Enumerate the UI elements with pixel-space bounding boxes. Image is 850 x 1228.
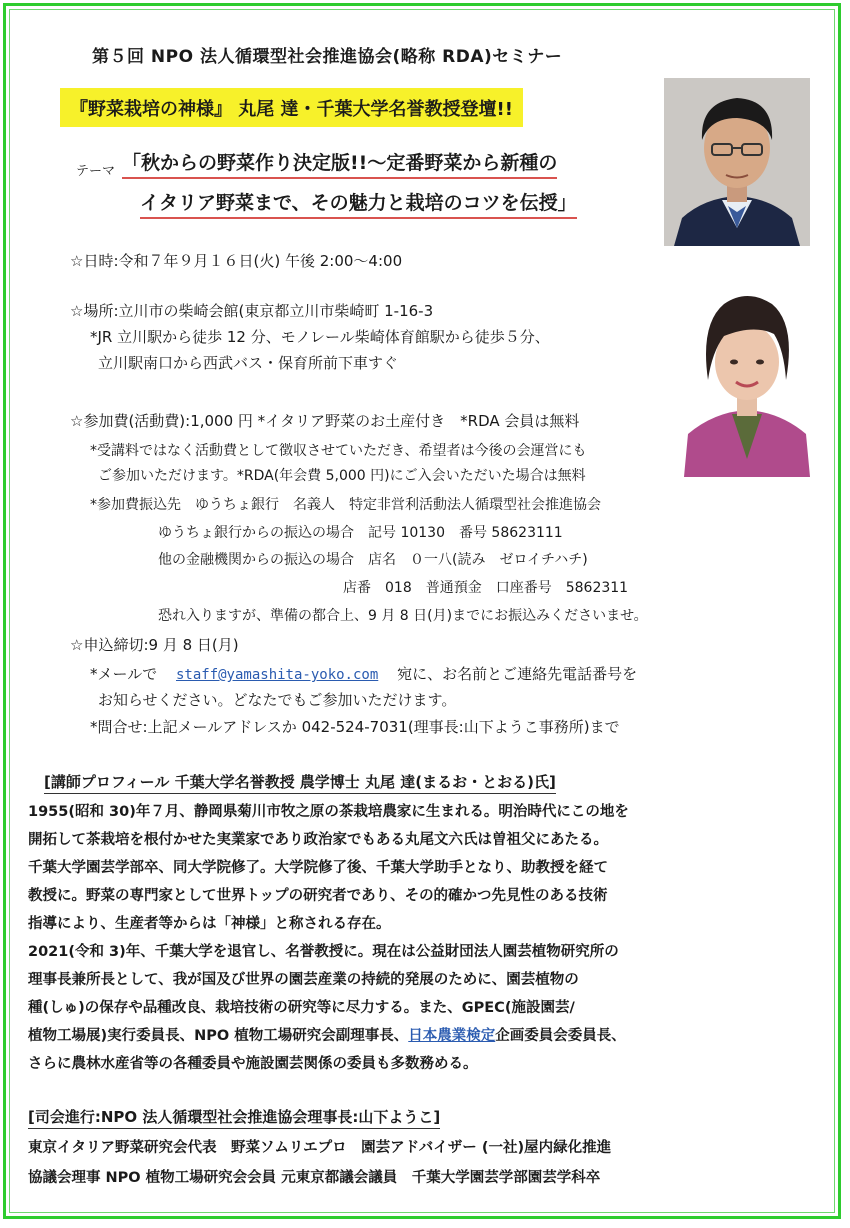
profile-line-8: 種(しゅ)の保存や品種改良、栽培技術の研究等に尽力する。また、GPEC(施設園芸/ bbox=[28, 1000, 575, 1016]
moderator-line-1: 東京イタリア野菜研究会代表 野菜ソムリエプロ 園芸アドバイザー (一社)屋内緑化推進 bbox=[28, 1140, 612, 1156]
theme-line-1: 「秋からの野菜作り決定版!!～定番野菜から新種の bbox=[122, 148, 557, 179]
seminar-title: 第５回 NPO 法人循環型社会推進協会(略称 RDA)セミナー bbox=[92, 47, 563, 67]
profile-line-5: 指導により、生産者等からは「神様」と称される存在。 bbox=[28, 916, 391, 932]
access-line-1: *JR 立川駅から徒歩 12 分、モノレール柴崎体育館駅から徒歩５分、 bbox=[90, 328, 550, 346]
lecturer-photo bbox=[664, 78, 810, 246]
application-deadline: ☆申込締切:9 月 8 日(月) bbox=[70, 636, 239, 654]
profile-section-header: [講師プロフィール 千葉大学名誉教授 農学博士 丸尾 達(まるお・とおる)氏] bbox=[44, 771, 556, 794]
participation-fee: ☆参加費(活動費):1,000 円 *イタリア野菜のお土産付き *RDA 会員は無料 bbox=[70, 412, 580, 430]
moderator-photo bbox=[684, 284, 810, 477]
profile-line-7: 理事長兼所長として、我が国及び世界の園芸産業の持続的発展のために、園芸植物の bbox=[28, 972, 579, 988]
event-venue: ☆場所:立川市の柴崎会館(東京都立川市柴崎町 1-16-3 bbox=[70, 302, 434, 320]
fee-note-1: *受講料ではなく活動費として徴収させていただき、希望者は今後の会運営にも bbox=[90, 443, 587, 459]
profile-line-6: 2021(令和 3)年、千葉大学を退官し、名誉教授に。現在は公益財団法人園芸植物研究所の bbox=[28, 944, 619, 960]
profile-line-9-post: 企画委員会委員長、 bbox=[495, 1028, 626, 1044]
profile-line-10: さらに農林水産省等の各種委員や施設園芸関係の委員も多数務める。 bbox=[28, 1056, 478, 1072]
transfer-info-5: 恐れ入りますが、準備の都合上、9 月 8 日(月)までにお振込みくださいませ。 bbox=[158, 608, 648, 624]
inquiry-contact: *問合せ:上記メールアドレスか 042-524-7031(理事長:山下ようこ事務所)まで bbox=[90, 718, 620, 736]
moderator-section-header: [司会進行:NPO 法人循環型社会推進協会理事長:山下ようこ] bbox=[28, 1106, 440, 1129]
mail-instruction-2: お知らせください。どなたでもご参加いただけます。 bbox=[98, 691, 457, 709]
fee-note-2: ご参加いただけます。*RDA(年会費 5,000 円)にご入会いただいた場合は無料 bbox=[98, 468, 586, 484]
event-datetime: ☆日時:令和７年９月１６日(火) 午後 2:00～4:00 bbox=[70, 252, 403, 270]
access-line-2: 立川駅南口から西武バス・保育所前下車すぐ bbox=[98, 354, 399, 372]
lecturer-portrait-image bbox=[664, 78, 810, 246]
moderator-portrait-image bbox=[684, 284, 810, 477]
mail-instruction bbox=[90, 663, 637, 684]
theme-line-2: イタリア野菜まで、その魅力と栽培のコツを伝授」 bbox=[140, 188, 577, 219]
transfer-info-4: 店番 018 普通預金 口座番号 5862311 bbox=[343, 580, 629, 596]
agri-exam-link[interactable]: 日本農業検定 bbox=[408, 1028, 496, 1044]
theme-label: テーマ bbox=[76, 164, 116, 179]
profile-line-4: 教授に。野菜の専門家として世界トップの研究者であり、その的確かつ先見性のある技術 bbox=[28, 888, 608, 904]
headline-banner: 『野菜栽培の神様』 丸尾 達・千葉大学名誉教授登壇!! bbox=[60, 88, 523, 127]
moderator-line-2: 協議会理事 NPO 植物工場研究会会員 元東京都議会議員 千葉大学園芸学部園芸学科卒 bbox=[28, 1170, 601, 1186]
profile-line-9 bbox=[28, 1024, 626, 1045]
contact-email-link[interactable]: staff@yamashita-yoko.com bbox=[175, 667, 379, 683]
mail-suffix: 宛に、お名前とご連絡先電話番号を bbox=[397, 665, 638, 683]
transfer-info-2: ゆうちょ銀行からの振込の場合 記号 10130 番号 58623111 bbox=[158, 525, 563, 541]
mail-prefix: *メールで bbox=[90, 665, 158, 683]
profile-line-2: 開拓して茶栽培を根付かせた実業家であり政治家でもある丸尾文六氏は曽祖父にあたる。 bbox=[28, 832, 608, 848]
transfer-info-3: 他の金融機関からの振込の場合 店名 ０一八(読み ゼロイチハチ) bbox=[158, 552, 588, 568]
profile-line-1: 1955(昭和 30)年７月、静岡県菊川市牧之原の茶栽培農家に生まれる。明治時代にこの地を bbox=[28, 804, 629, 820]
profile-line-9-pre: 植物工場展)実行委員長、NPO 植物工場研究会副理事長、 bbox=[28, 1028, 409, 1044]
transfer-info-1: *参加費振込先 ゆうちょ銀行 名義人 特定非営利活動法人循環型社会推進協会 bbox=[90, 497, 601, 513]
profile-line-3: 千葉大学園芸学部卒、同大学院修了。大学院修了後、千葉大学助手となり、助教授を経て bbox=[28, 860, 608, 876]
